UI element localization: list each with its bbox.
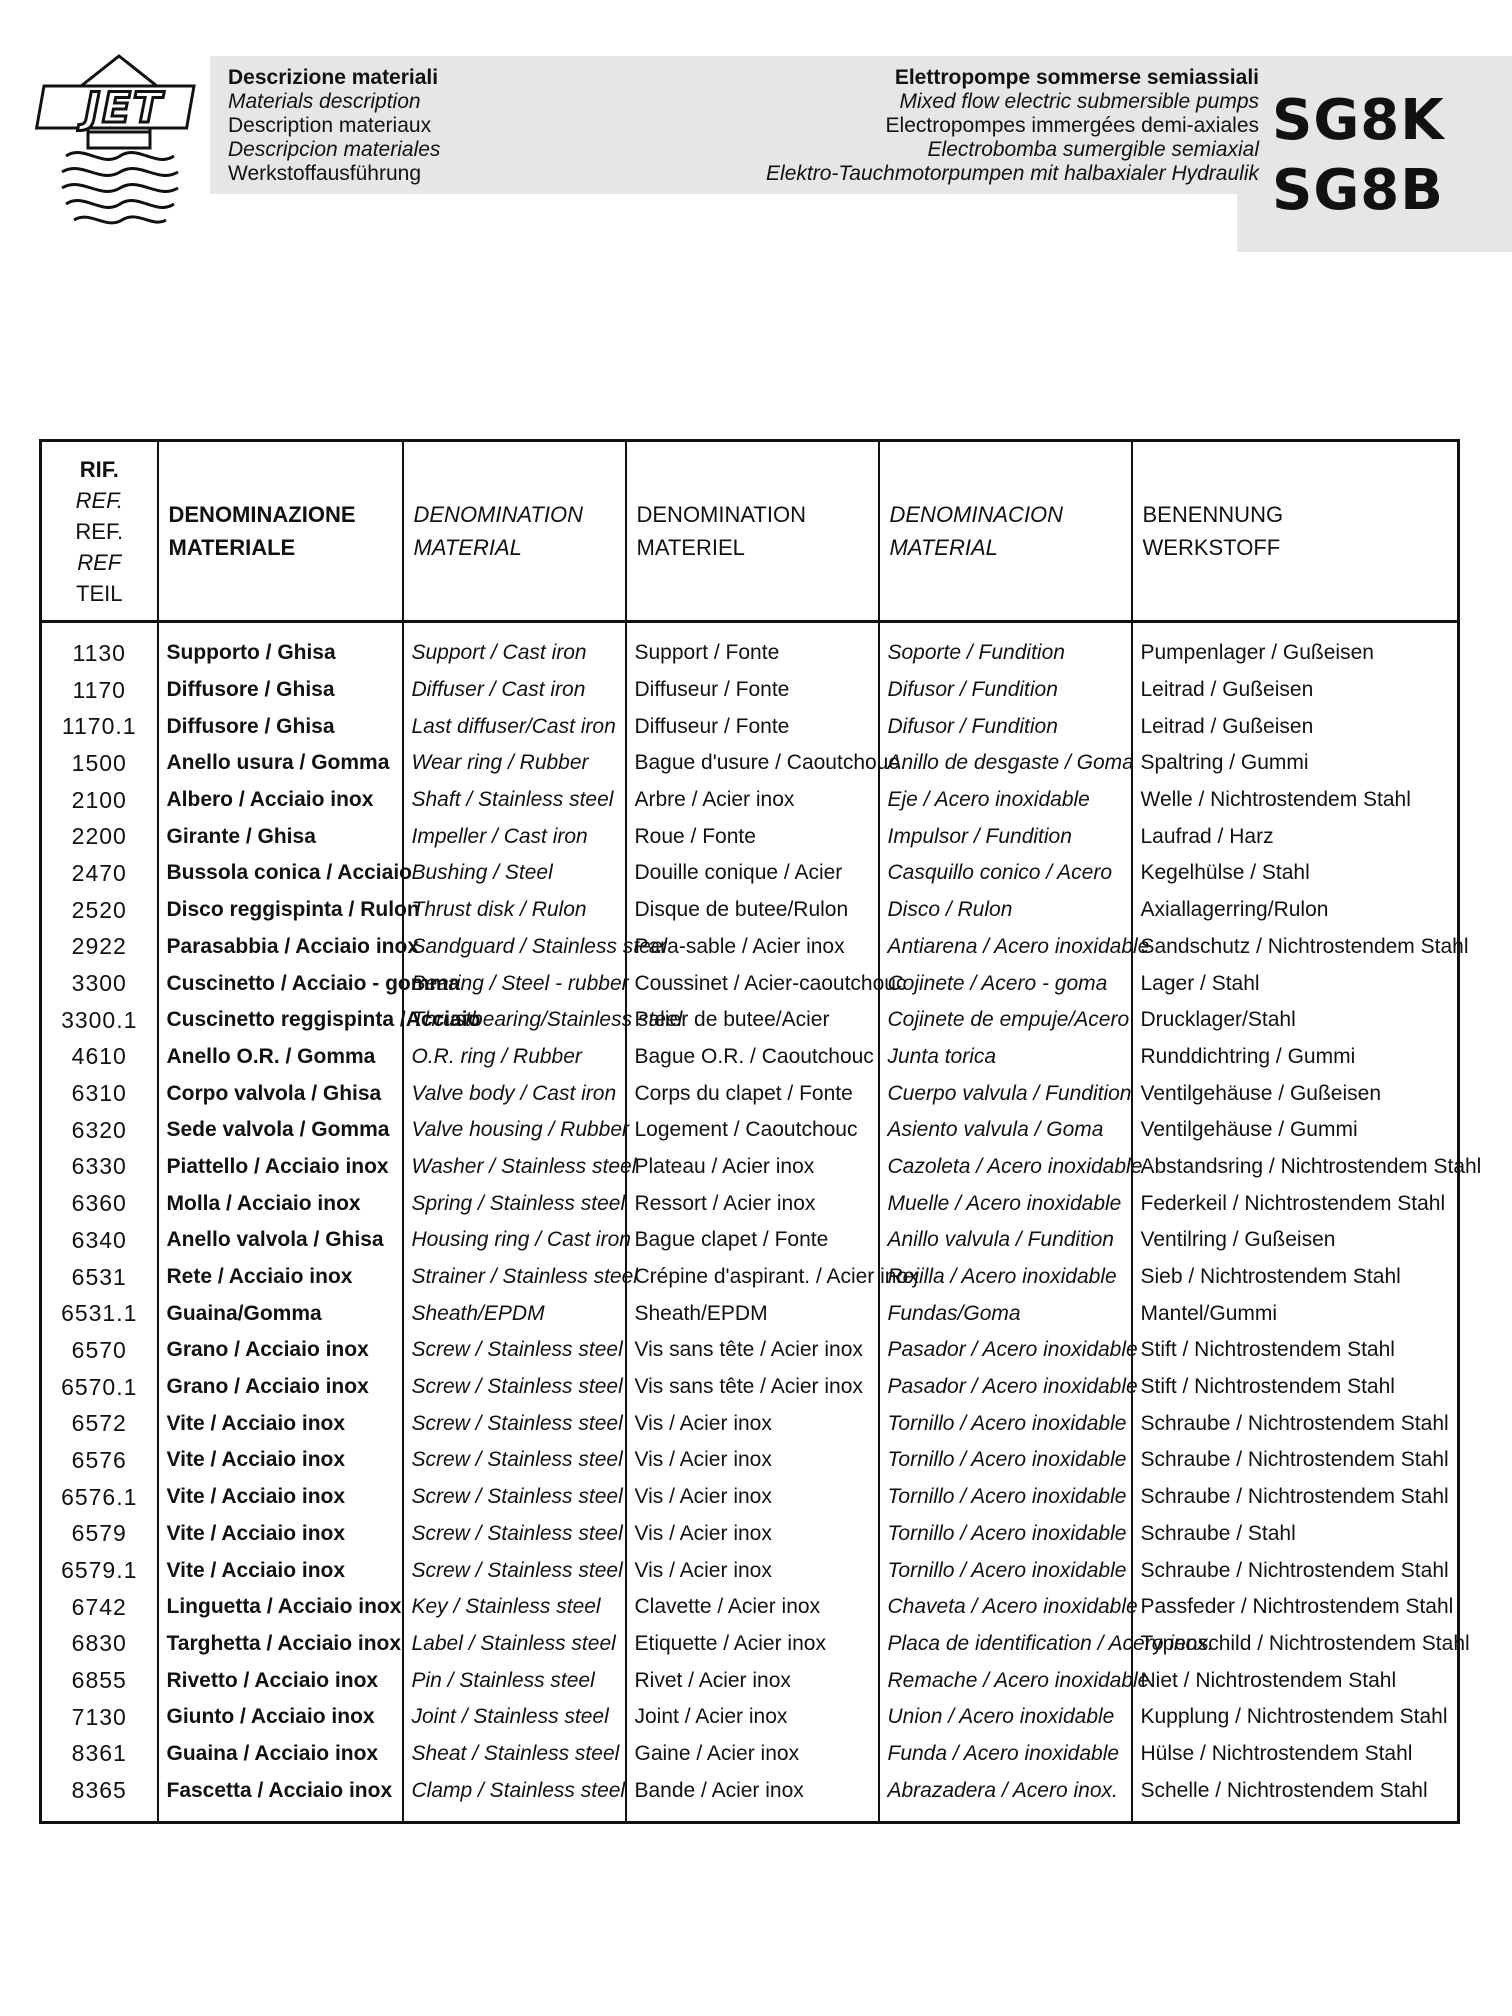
title-de: Werkstoffausführung xyxy=(228,162,421,185)
table-row xyxy=(41,1405,1459,1442)
cell-it: Vite / Acciaio inox xyxy=(158,1479,403,1516)
cell-ref: 4610 xyxy=(41,1039,158,1076)
cell-ref: 3300 xyxy=(41,965,158,1002)
cell-it: Anello valvola / Ghisa xyxy=(158,1222,403,1259)
cell-fr: Corps du clapet / Fonte xyxy=(626,1075,879,1112)
table-row xyxy=(41,1149,1459,1186)
cell-fr: Vis / Acier inox xyxy=(626,1479,879,1516)
svg-text:JET: JET xyxy=(84,83,164,132)
cell-ref: 6576 xyxy=(41,1442,158,1479)
header-it-line2: MATERIALE xyxy=(168,535,296,560)
cell-en: Screw / Stainless steel xyxy=(403,1552,626,1589)
table-row xyxy=(41,818,1459,855)
cell-ref: 6572 xyxy=(41,1405,158,1442)
cell-ref: 6570 xyxy=(41,1332,158,1369)
cell-ref: 1500 xyxy=(41,745,158,782)
cell-es: Funda / Acero inoxidable xyxy=(879,1736,1132,1773)
cell-en: Strainer / Stainless steel xyxy=(403,1259,626,1296)
header-es xyxy=(879,441,1132,622)
cell-es: Rejilla / Acero inoxidable xyxy=(879,1259,1132,1296)
cell-en: O.R. ring / Rubber xyxy=(403,1039,626,1076)
cell-fr: Sheath/EPDM xyxy=(626,1295,879,1332)
cell-en: Screw / Stainless steel xyxy=(403,1479,626,1516)
cell-fr: Arbre / Acier inox xyxy=(626,782,879,819)
cell-es: Anillo valvula / Fundition xyxy=(879,1222,1132,1259)
cell-de: Ventilring / Gußeisen xyxy=(1132,1222,1459,1259)
table-row xyxy=(41,892,1459,929)
table-row xyxy=(41,1662,1459,1699)
cell-de: Niet / Nichtrostendem Stahl xyxy=(1132,1662,1459,1699)
header-fr-line2: MATERIEL xyxy=(636,535,745,560)
cell-ref: 2520 xyxy=(41,892,158,929)
subtitle-fr: Electropompes immergées demi-axiales xyxy=(885,114,1259,137)
cell-es: Tornillo / Acero inoxidable xyxy=(879,1552,1132,1589)
cell-it: Grano / Acciaio inox xyxy=(158,1332,403,1369)
cell-ref: 6531.1 xyxy=(41,1295,158,1332)
cell-de: Ventilgehäuse / Gummi xyxy=(1132,1112,1459,1149)
cell-ref: 2470 xyxy=(41,855,158,892)
header-fr-line1: DENOMINATION xyxy=(636,502,806,527)
cell-de: Schraube / Nichtrostendem Stahl xyxy=(1132,1405,1459,1442)
cell-es: Pasador / Acero inoxidable xyxy=(879,1369,1132,1406)
cell-ref: 8361 xyxy=(41,1736,158,1773)
title-en: Materials description xyxy=(228,90,421,113)
cell-it: Girante / Ghisa xyxy=(158,818,403,855)
cell-es: Asiento valvula / Goma xyxy=(879,1112,1132,1149)
cell-de: Schraube / Nichtrostendem Stahl xyxy=(1132,1552,1459,1589)
cell-it: Molla / Acciaio inox xyxy=(158,1185,403,1222)
cell-en: Sheath/EPDM xyxy=(403,1295,626,1332)
cell-fr: Clavette / Acier inox xyxy=(626,1589,879,1626)
cell-de: Ventilgehäuse / Gußeisen xyxy=(1132,1075,1459,1112)
cell-de: Welle / Nichtrostendem Stahl xyxy=(1132,782,1459,819)
cell-fr: Douille conique / Acier xyxy=(626,855,879,892)
cell-en: Joint / Stainless steel xyxy=(403,1699,626,1736)
cell-ref: 6742 xyxy=(41,1589,158,1626)
cell-es: Impulsor / Fundition xyxy=(879,818,1132,855)
ref-label-de: TEIL xyxy=(76,580,123,606)
cell-ref: 2100 xyxy=(41,782,158,819)
cell-ref: 1130 xyxy=(41,622,158,672)
cell-de: Lager / Stahl xyxy=(1132,965,1459,1002)
subtitle-es: Electrobomba sumergible semiaxial xyxy=(927,138,1259,161)
cell-de: Typenschild / Nichtrostendem Stahl xyxy=(1132,1626,1459,1663)
cell-de: Mantel/Gummi xyxy=(1132,1295,1459,1332)
cell-es: Casquillo conico / Acero xyxy=(879,855,1132,892)
table-row xyxy=(41,1332,1459,1369)
cell-ref: 6330 xyxy=(41,1149,158,1186)
subtitle-de: Elektro-Tauchmotorpumpen mit halbaxialer Hydraulik xyxy=(766,162,1259,185)
cell-fr: Vis sans tête / Acier inox xyxy=(626,1369,879,1406)
table-row xyxy=(41,1369,1459,1406)
cell-de: Leitrad / Gußeisen xyxy=(1132,672,1459,709)
table-row xyxy=(41,855,1459,892)
cell-fr: Etiquette / Acier inox xyxy=(626,1626,879,1663)
cell-it: Anello usura / Gomma xyxy=(158,745,403,782)
cell-es: Fundas/Goma xyxy=(879,1295,1132,1332)
cell-fr: Vis sans tête / Acier inox xyxy=(626,1332,879,1369)
subtitle-it: Elettropompe sommerse semiassiali xyxy=(894,66,1259,89)
cell-es: Tornillo / Acero inoxidable xyxy=(879,1479,1132,1516)
cell-ref: 1170 xyxy=(41,672,158,709)
cell-fr: Coussinet / Acier-caoutchouc xyxy=(626,965,879,1002)
cell-ref: 7130 xyxy=(41,1699,158,1736)
cell-it: Diffusore / Ghisa xyxy=(158,672,403,709)
cell-es: Tornillo / Acero inoxidable xyxy=(879,1405,1132,1442)
cell-ref: 6570.1 xyxy=(41,1369,158,1406)
header-ref xyxy=(41,441,158,622)
header-left-titles xyxy=(228,66,440,186)
table-row xyxy=(41,1552,1459,1589)
model-code-1: SG8K xyxy=(1272,88,1445,153)
cell-de: Schelle / Nichtrostendem Stahl xyxy=(1132,1772,1459,1822)
cell-es: Cazoleta / Acero inoxidable xyxy=(879,1149,1132,1186)
ref-label-fr: REF. xyxy=(75,518,124,544)
title-es: Descripcion materiales xyxy=(228,138,441,161)
table-row xyxy=(41,1295,1459,1332)
cell-en: Shaft / Stainless steel xyxy=(403,782,626,819)
cell-it: Corpo valvola / Ghisa xyxy=(158,1075,403,1112)
cell-en: Wear ring / Rubber xyxy=(403,745,626,782)
table-row xyxy=(41,622,1459,672)
cell-fr: Disque de butee/Rulon xyxy=(626,892,879,929)
title-it: Descrizione materiali xyxy=(228,66,439,89)
cell-en: Sandguard / Stainless steel xyxy=(403,929,626,966)
cell-es: Tornillo / Acero inoxidable xyxy=(879,1516,1132,1553)
cell-en: Diffuser / Cast iron xyxy=(403,672,626,709)
cell-en: Impeller / Cast iron xyxy=(403,818,626,855)
cell-fr: Support / Fonte xyxy=(626,622,879,672)
table-row xyxy=(41,929,1459,966)
cell-en: Last diffuser/Cast iron xyxy=(403,708,626,745)
cell-fr: Vis / Acier inox xyxy=(626,1516,879,1553)
cell-ref: 1170.1 xyxy=(41,708,158,745)
cell-it: Vite / Acciaio inox xyxy=(158,1516,403,1553)
table-row xyxy=(41,1112,1459,1149)
cell-de: Schraube / Nichtrostendem Stahl xyxy=(1132,1479,1459,1516)
table-row xyxy=(41,1589,1459,1626)
cell-de: Spaltring / Gummi xyxy=(1132,745,1459,782)
cell-es: Anillo de desgaste / Goma xyxy=(879,745,1132,782)
cell-es: Antiarena / Acero inoxidable xyxy=(879,929,1132,966)
cell-de: Stift / Nichtrostendem Stahl xyxy=(1132,1332,1459,1369)
materials-table xyxy=(39,439,1482,1824)
cell-fr: Joint / Acier inox xyxy=(626,1699,879,1736)
cell-fr: Vis / Acier inox xyxy=(626,1552,879,1589)
cell-de: Passfeder / Nichtrostendem Stahl xyxy=(1132,1589,1459,1626)
cell-es: Muelle / Acero inoxidable xyxy=(879,1185,1132,1222)
cell-it: Vite / Acciaio inox xyxy=(158,1442,403,1479)
cell-fr: Diffuseur / Fonte xyxy=(626,672,879,709)
ref-label-en: REF. xyxy=(75,487,123,513)
cell-fr: Vis / Acier inox xyxy=(626,1405,879,1442)
cell-fr: Bague clapet / Fonte xyxy=(626,1222,879,1259)
cell-ref: 6830 xyxy=(41,1626,158,1663)
cell-de: Pumpenlager / Gußeisen xyxy=(1132,622,1459,672)
cell-de: Leitrad / Gußeisen xyxy=(1132,708,1459,745)
cell-en: Thrustbearing/Stainless steel xyxy=(403,1002,626,1039)
cell-es: Placa de identification / Acero inox. xyxy=(879,1626,1132,1663)
cell-fr: Bague d'usure / Caoutchouc xyxy=(626,745,879,782)
table-row xyxy=(41,708,1459,745)
cell-fr: Ressort / Acier inox xyxy=(626,1185,879,1222)
header-fr xyxy=(626,441,879,622)
table-row xyxy=(41,1222,1459,1259)
cell-de: Drucklager/Stahl xyxy=(1132,1002,1459,1039)
cell-it: Albero / Acciaio inox xyxy=(158,782,403,819)
title-fr: Description materiaux xyxy=(228,114,432,137)
ref-label-it: RIF. xyxy=(79,456,119,482)
cell-de: Stift / Nichtrostendem Stahl xyxy=(1132,1369,1459,1406)
cell-en: Screw / Stainless steel xyxy=(403,1369,626,1406)
cell-it: Supporto / Ghisa xyxy=(158,622,403,672)
cell-ref: 8365 xyxy=(41,1772,158,1822)
table-row xyxy=(41,745,1459,782)
cell-it: Vite / Acciaio inox xyxy=(158,1552,403,1589)
header-es-line2: MATERIAL xyxy=(889,535,998,560)
cell-it: Guaina / Acciaio inox xyxy=(158,1736,403,1773)
cell-es: Difusor / Fundition xyxy=(879,708,1132,745)
header-en xyxy=(403,441,626,622)
cell-it: Diffusore / Ghisa xyxy=(158,708,403,745)
table-header-row xyxy=(41,441,1459,622)
cell-fr: Gaine / Acier inox xyxy=(626,1736,879,1773)
cell-it: Parasabbia / Acciaio inox xyxy=(158,929,403,966)
cell-it: Cuscinetto reggispinta /Acciaio xyxy=(158,1002,403,1039)
cell-fr: Roue / Fonte xyxy=(626,818,879,855)
cell-ref: 6340 xyxy=(41,1222,158,1259)
cell-es: Union / Acero inoxidable xyxy=(879,1699,1132,1736)
cell-es: Cuerpo valvula / Fundition xyxy=(879,1075,1132,1112)
cell-fr: Crépine d'aspirant. / Acier inox xyxy=(626,1259,879,1296)
model-code-2: SG8B xyxy=(1272,158,1444,223)
table-row xyxy=(41,1075,1459,1112)
cell-ref: 6579 xyxy=(41,1516,158,1553)
header-de-line1: BENENNUNG xyxy=(1142,502,1284,527)
cell-de: Axiallagerring/Rulon xyxy=(1132,892,1459,929)
cell-fr: Diffuseur / Fonte xyxy=(626,708,879,745)
table-row xyxy=(41,1626,1459,1663)
cell-ref: 6855 xyxy=(41,1662,158,1699)
cell-it: Sede valvola / Gomma xyxy=(158,1112,403,1149)
cell-fr: Para-sable / Acier inox xyxy=(626,929,879,966)
cell-de: Kupplung / Nichtrostendem Stahl xyxy=(1132,1699,1459,1736)
cell-es: Abrazadera / Acero inox. xyxy=(879,1772,1132,1822)
table-row xyxy=(41,1002,1459,1039)
cell-en: Thrust disk / Rulon xyxy=(403,892,626,929)
cell-ref: 3300.1 xyxy=(41,1002,158,1039)
table-row xyxy=(41,1479,1459,1516)
cell-it: Disco reggispinta / Rulon xyxy=(158,892,403,929)
table-row xyxy=(41,672,1459,709)
jet-logo xyxy=(44,52,194,238)
cell-en: Sheat / Stainless steel xyxy=(403,1736,626,1773)
cell-it: Targhetta / Acciaio inox xyxy=(158,1626,403,1663)
cell-it: Guaina/Gomma xyxy=(158,1295,403,1332)
cell-es: Difusor / Fundition xyxy=(879,672,1132,709)
cell-en: Bearing / Steel - rubber xyxy=(403,965,626,1002)
table-row xyxy=(41,1736,1459,1773)
cell-en: Washer / Stainless steel xyxy=(403,1149,626,1186)
cell-ref: 6360 xyxy=(41,1185,158,1222)
header-it-line1: DENOMINAZIONE xyxy=(168,502,356,527)
cell-ref: 6576.1 xyxy=(41,1479,158,1516)
cell-es: Junta torica xyxy=(879,1039,1132,1076)
cell-es: Chaveta / Acero inoxidable xyxy=(879,1589,1132,1626)
table-row xyxy=(41,1185,1459,1222)
header-es-line1: DENOMINACION xyxy=(889,502,1064,527)
table-row xyxy=(41,1259,1459,1296)
cell-fr: Rivet / Acier inox xyxy=(626,1662,879,1699)
cell-es: Remache / Acero inoxidable xyxy=(879,1662,1132,1699)
cell-en: Pin / Stainless steel xyxy=(403,1662,626,1699)
cell-it: Rivetto / Acciaio inox xyxy=(158,1662,403,1699)
cell-it: Piattello / Acciaio inox xyxy=(158,1149,403,1186)
cell-it: Rete / Acciaio inox xyxy=(158,1259,403,1296)
cell-ref: 6310 xyxy=(41,1075,158,1112)
cell-es: Eje / Acero inoxidable xyxy=(879,782,1132,819)
cell-it: Vite / Acciaio inox xyxy=(158,1405,403,1442)
ref-label-es: REF xyxy=(77,549,122,575)
cell-ref: 2922 xyxy=(41,929,158,966)
cell-de: Runddichtring / Gummi xyxy=(1132,1039,1459,1076)
cell-de: Sandschutz / Nichtrostendem Stahl xyxy=(1132,929,1459,966)
subtitle-en: Mixed flow electric submersible pumps xyxy=(899,90,1259,113)
cell-ref: 6531 xyxy=(41,1259,158,1296)
cell-en: Screw / Stainless steel xyxy=(403,1516,626,1553)
cell-it: Giunto / Acciaio inox xyxy=(158,1699,403,1736)
cell-en: Housing ring / Cast iron xyxy=(403,1222,626,1259)
header-de-line2: WERKSTOFF xyxy=(1142,535,1281,560)
cell-fr: Bague O.R. / Caoutchouc xyxy=(626,1039,879,1076)
header-en-line2: MATERIAL xyxy=(413,535,522,560)
cell-de: Hülse / Nichtrostendem Stahl xyxy=(1132,1736,1459,1773)
cell-es: Soporte / Fundition xyxy=(879,622,1132,672)
cell-de: Abstandsring / Nichtrostendem Stahl xyxy=(1132,1149,1459,1186)
cell-en: Screw / Stainless steel xyxy=(403,1442,626,1479)
cell-en: Valve housing / Rubber xyxy=(403,1112,626,1149)
cell-it: Cuscinetto / Acciaio - gomma xyxy=(158,965,403,1002)
cell-de: Schraube / Stahl xyxy=(1132,1516,1459,1553)
table-row xyxy=(41,1772,1459,1822)
cell-fr: Bande / Acier inox xyxy=(626,1772,879,1822)
table-row xyxy=(41,1516,1459,1553)
table-row xyxy=(41,1442,1459,1479)
cell-en: Screw / Stainless steel xyxy=(403,1405,626,1442)
table-row xyxy=(41,965,1459,1002)
cell-de: Laufrad / Harz xyxy=(1132,818,1459,855)
cell-fr: Palier de butee/Acier xyxy=(626,1002,879,1039)
header-de xyxy=(1132,441,1459,622)
cell-en: Spring / Stainless steel xyxy=(403,1185,626,1222)
table-row xyxy=(41,782,1459,819)
cell-it: Linguetta / Acciaio inox xyxy=(158,1589,403,1626)
cell-de: Schraube / Nichtrostendem Stahl xyxy=(1132,1442,1459,1479)
cell-en: Bushing / Steel xyxy=(403,855,626,892)
cell-en: Support / Cast iron xyxy=(403,622,626,672)
table-row xyxy=(41,1039,1459,1076)
cell-it: Anello O.R. / Gomma xyxy=(158,1039,403,1076)
cell-en: Label / Stainless steel xyxy=(403,1626,626,1663)
header-it xyxy=(158,441,403,622)
cell-it: Bussola conica / Acciaio xyxy=(158,855,403,892)
cell-de: Kegelhülse / Stahl xyxy=(1132,855,1459,892)
cell-ref: 6579.1 xyxy=(41,1552,158,1589)
table-body xyxy=(41,622,1482,1823)
cell-fr: Vis / Acier inox xyxy=(626,1442,879,1479)
cell-fr: Logement / Caoutchouc xyxy=(626,1112,879,1149)
cell-it: Fascetta / Acciaio inox xyxy=(158,1772,403,1822)
cell-de: Federkeil / Nichtrostendem Stahl xyxy=(1132,1185,1459,1222)
cell-fr: Plateau / Acier inox xyxy=(626,1149,879,1186)
table-row xyxy=(41,1699,1459,1736)
cell-es: Cojinete / Acero - goma xyxy=(879,965,1132,1002)
header-en-line1: DENOMINATION xyxy=(413,502,583,527)
cell-es: Disco / Rulon xyxy=(879,892,1132,929)
cell-es: Tornillo / Acero inoxidable xyxy=(879,1442,1132,1479)
cell-ref: 2200 xyxy=(41,818,158,855)
cell-ref: 6320 xyxy=(41,1112,158,1149)
header-right-titles xyxy=(766,66,1259,186)
cell-en: Valve body / Cast iron xyxy=(403,1075,626,1112)
cell-es: Pasador / Acero inoxidable xyxy=(879,1332,1132,1369)
cell-en: Screw / Stainless steel xyxy=(403,1332,626,1369)
cell-es: Cojinete de empuje/Acero xyxy=(879,1002,1132,1039)
cell-it: Grano / Acciaio inox xyxy=(158,1369,403,1406)
cell-en: Key / Stainless steel xyxy=(403,1589,626,1626)
cell-en: Clamp / Stainless steel xyxy=(403,1772,626,1822)
cell-de: Sieb / Nichtrostendem Stahl xyxy=(1132,1259,1459,1296)
